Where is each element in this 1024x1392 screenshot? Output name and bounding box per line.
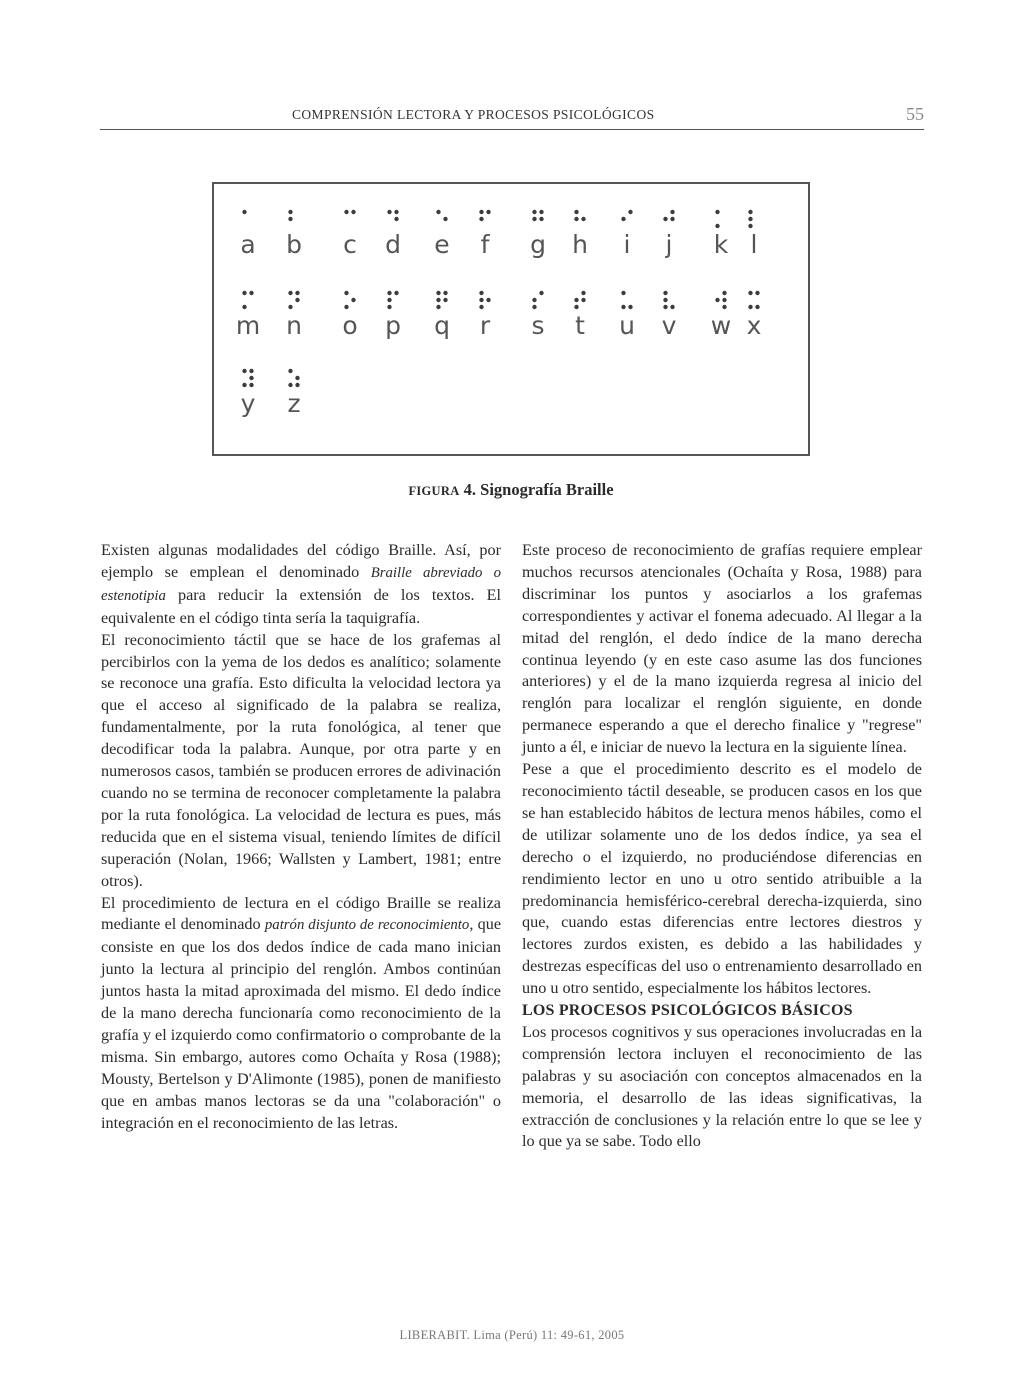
braille-dot bbox=[663, 305, 667, 309]
braille-cell-l bbox=[748, 210, 757, 259]
braille-dot bbox=[295, 298, 299, 302]
paragraph-text: para reducir la extensión de los textos. El equivalente en el código tinta sería la taquigrafía. bbox=[101, 585, 501, 627]
braille-dot bbox=[242, 369, 246, 373]
braille-dot bbox=[387, 298, 391, 302]
braille-dot bbox=[288, 217, 292, 221]
paragraph bbox=[101, 540, 501, 630]
braille-letter-c: c bbox=[343, 230, 357, 259]
braille-cell-j bbox=[663, 210, 674, 259]
braille-cell-b bbox=[286, 210, 302, 259]
braille-dot bbox=[288, 369, 292, 373]
braille-cell-o bbox=[342, 291, 357, 340]
paragraph-text: El procedimiento de lectura en el código Braille se realiza mediante el denominado bbox=[101, 893, 501, 934]
braille-dot bbox=[242, 383, 246, 387]
braille-cell-h bbox=[572, 210, 588, 259]
braille-letter-h: h bbox=[572, 230, 588, 259]
braille-dot bbox=[539, 291, 543, 295]
braille-dot bbox=[722, 291, 726, 295]
braille-cell-w bbox=[711, 291, 731, 340]
braille-letter-i: i bbox=[623, 230, 631, 259]
braille-letter-j: j bbox=[665, 230, 673, 259]
braille-dot bbox=[443, 291, 447, 295]
braille-dot bbox=[295, 376, 299, 380]
braille-cell-m bbox=[236, 291, 260, 340]
braille-dot bbox=[574, 210, 578, 214]
braille-dot bbox=[479, 217, 483, 221]
braille-dot bbox=[249, 291, 253, 295]
braille-cell-n bbox=[286, 291, 302, 340]
braille-cell-t bbox=[574, 291, 585, 340]
braille-dot bbox=[479, 291, 483, 295]
caption-label-text: FIGURA bbox=[408, 484, 460, 498]
braille-dot bbox=[387, 291, 391, 295]
paragraph-text: Existen algunas modalidades del código Braille. Así, por ejemplo se emplean el denominado bbox=[101, 541, 501, 581]
braille-dot bbox=[715, 210, 719, 214]
braille-dot bbox=[288, 291, 292, 295]
braille-cell-d bbox=[385, 210, 401, 259]
braille-dot bbox=[443, 217, 447, 221]
braille-dot bbox=[539, 210, 543, 214]
paragraph: Los procesos cognitivos y sus operaciones involucradas en la comprensión lectora incluyen el reconocimiento de las palabras y su asociación con conceptos almacenados en la memoria, el desarrollo de las ideas significativas, la extracción de conclusiones y la relación entre lo que se lee y lo que ya se sabe. Todo ello bbox=[522, 1022, 922, 1151]
braille-letter-g: g bbox=[530, 230, 546, 259]
braille-dot bbox=[574, 217, 578, 221]
braille-letter-x: x bbox=[746, 311, 762, 340]
braille-dot bbox=[249, 369, 253, 373]
italic-term: Braille abreviado o estenotipia bbox=[101, 564, 501, 604]
braille-dot bbox=[663, 217, 667, 221]
braille-dot bbox=[436, 298, 440, 302]
left-column bbox=[101, 540, 501, 1134]
braille-cell-g bbox=[530, 210, 546, 259]
braille-dot bbox=[755, 305, 759, 309]
braille-letter-d: d bbox=[385, 230, 401, 259]
braille-letter-f: f bbox=[480, 230, 490, 259]
braille-cell-i bbox=[621, 210, 632, 259]
braille-dot bbox=[249, 376, 253, 380]
braille-dot bbox=[755, 291, 759, 295]
braille-dot bbox=[532, 210, 536, 214]
braille-dot bbox=[479, 210, 483, 214]
braille-dot bbox=[539, 217, 543, 221]
braille-dot bbox=[394, 217, 398, 221]
section-heading: LOS PROCESOS PSICOLÓGICOS BÁSICOS bbox=[522, 1002, 853, 1020]
braille-dot bbox=[532, 298, 536, 302]
braille-dot bbox=[715, 224, 719, 228]
paragraph: Este proceso de reconocimiento de grafías requiere emplear muchos recursos atencionales (Ochaíta y Rosa, 1988) para discriminar los puntos y asociarlos a los grafemas correspondientes y activar el fonema adecuado. Al llegar a la mitad del renglón, el dedo índice de la mano derecha continua leyendo (y en este caso asume las dos funciones anteriores) y el de la mano izquierda regresa al inicio del renglón para localizar el renglón siguiente, en donde permanece esperando a que el derecho finalice y "regrese" junto a él, e iniciar de nuevo la lectura en la siguiente línea. bbox=[522, 541, 922, 757]
braille-cell-q bbox=[434, 291, 450, 340]
braille-dot bbox=[387, 305, 391, 309]
braille-cell-x bbox=[747, 291, 762, 340]
braille-dot bbox=[621, 291, 625, 295]
braille-dot bbox=[242, 291, 246, 295]
braille-cell-s bbox=[531, 291, 544, 340]
braille-letter-r: r bbox=[479, 311, 491, 340]
braille-cell-v bbox=[662, 291, 677, 340]
braille-letter-s: s bbox=[531, 311, 545, 340]
braille-dot bbox=[722, 305, 726, 309]
braille-letter-q: q bbox=[434, 311, 450, 340]
braille-dot bbox=[574, 305, 578, 309]
caption-label bbox=[408, 484, 459, 498]
braille-dot bbox=[288, 210, 292, 214]
paragraph: El reconocimiento táctil que se hace de los grafemas al percibirlos con la yema de los dedos es analítico; solamente se reconoce una grafía. Esto dificulta la velocidad lectora ya que el acceso al significado de la palabra se realiza, fundamentalmente, por la ruta fonológica, al tener que decodificar toda la palabra. Aunque, por otra parte y en numerosos casos, también se producen errores de adivinación cuando no se termina de reconocer completamente la palabra por la ruta fonológica. La velocidad de lectura es pues, más reducida que en el sistema visual, teniendo límites de difícil superación (Nolan, 1966; Wallsten y Lambert, 1981; entre otros). bbox=[101, 630, 501, 890]
braille-dot bbox=[249, 383, 253, 387]
braille-letter-k: k bbox=[713, 230, 729, 259]
braille-letter-w: w bbox=[710, 311, 732, 340]
caption-text: Signografía Braille bbox=[480, 480, 614, 499]
figure-caption bbox=[212, 480, 810, 500]
braille-dot bbox=[621, 217, 625, 221]
braille-dot bbox=[436, 210, 440, 214]
page-number: 55 bbox=[906, 104, 924, 124]
braille-cell-a bbox=[240, 210, 255, 259]
braille-dot bbox=[344, 210, 348, 214]
braille-dot bbox=[663, 298, 667, 302]
braille-dot bbox=[628, 210, 632, 214]
page-footer: LIBERABIT. Lima (Perú) 11: 49-61, 2005 bbox=[399, 1328, 625, 1342]
braille-dot bbox=[722, 298, 726, 302]
braille-dot bbox=[344, 291, 348, 295]
braille-dot bbox=[715, 298, 719, 302]
braille-letter-a: a bbox=[240, 230, 256, 259]
braille-dot bbox=[670, 217, 674, 221]
braille-cell-e bbox=[434, 210, 449, 259]
braille-dot bbox=[532, 217, 536, 221]
braille-dot bbox=[479, 305, 483, 309]
braille-letter-b: b bbox=[286, 230, 302, 259]
italic-term: patrón disjunto de reconocimiento bbox=[264, 917, 470, 934]
braille-dot bbox=[574, 298, 578, 302]
braille-dot bbox=[351, 210, 355, 214]
braille-dot bbox=[443, 298, 447, 302]
braille-dot bbox=[242, 305, 246, 309]
braille-figure bbox=[212, 182, 810, 456]
braille-dot bbox=[295, 291, 299, 295]
braille-dot bbox=[581, 291, 585, 295]
braille-chart bbox=[214, 184, 808, 454]
braille-letter-n: n bbox=[286, 311, 302, 340]
caption-number: 4. bbox=[463, 480, 477, 499]
braille-dot bbox=[581, 298, 585, 302]
braille-dot bbox=[295, 383, 299, 387]
braille-dot bbox=[479, 298, 483, 302]
braille-dot bbox=[288, 305, 292, 309]
braille-cell-c bbox=[343, 210, 357, 259]
braille-dot bbox=[351, 298, 355, 302]
braille-letter-y: y bbox=[240, 389, 256, 418]
braille-letter-m: m bbox=[235, 311, 261, 340]
right-column bbox=[522, 540, 922, 1153]
braille-dot bbox=[344, 305, 348, 309]
braille-dot bbox=[436, 291, 440, 295]
braille-dot bbox=[288, 383, 292, 387]
braille-dot bbox=[628, 305, 632, 309]
braille-letter-e: e bbox=[434, 230, 450, 259]
braille-dot bbox=[436, 305, 440, 309]
braille-dot bbox=[663, 291, 667, 295]
braille-cell-f bbox=[479, 210, 490, 259]
braille-letter-p: p bbox=[385, 311, 401, 340]
braille-cell-z bbox=[287, 369, 300, 418]
braille-cell-y bbox=[241, 369, 256, 418]
braille-cell-p bbox=[385, 291, 401, 340]
braille-dot bbox=[581, 217, 585, 221]
braille-cell-r bbox=[479, 291, 491, 340]
running-head bbox=[100, 105, 924, 130]
braille-dot bbox=[394, 291, 398, 295]
braille-dot bbox=[387, 210, 391, 214]
braille-cell-u bbox=[619, 291, 635, 340]
braille-dot bbox=[670, 305, 674, 309]
braille-dot bbox=[748, 224, 752, 228]
braille-dot bbox=[486, 210, 490, 214]
braille-dot bbox=[486, 298, 490, 302]
braille-letter-l: l bbox=[750, 230, 758, 259]
braille-dot bbox=[532, 305, 536, 309]
braille-dot bbox=[748, 217, 752, 221]
braille-letter-t: t bbox=[575, 311, 585, 340]
braille-dot bbox=[748, 305, 752, 309]
braille-letter-v: v bbox=[661, 311, 677, 340]
braille-letter-z: z bbox=[287, 389, 301, 418]
running-title: COMPRENSIÓN LECTORA Y PROCESOS PSICOLÓGICOS bbox=[292, 107, 655, 122]
braille-dot bbox=[242, 210, 246, 214]
paragraph: Pese a que el procedimiento descrito es el modelo de reconocimiento táctil deseable, se producen casos en los que se han establecido hábitos de lectura menos hábiles, como el de utilizar solamente uno de los dedos índice, ya sea el derecho o el izquierdo, no produciéndose diferencias en rendimiento lector en uno u otro sentido atribuible a la predominancia hemisférico-cerebral derecha-izquierda, sino que, cuando estas diferencias entre lectores diestros y lectores zurdos existen, es debido a las habilidades y destrezas específicas del uso o entrenamiento desarrollado en uno u otro sentido, especialmente los hábitos lectores. bbox=[522, 760, 922, 998]
braille-dot bbox=[748, 210, 752, 214]
braille-dot bbox=[670, 210, 674, 214]
paragraph bbox=[101, 893, 501, 1135]
braille-letter-u: u bbox=[619, 311, 635, 340]
braille-cell-k bbox=[714, 210, 729, 259]
paragraph-text: , que consiste en que los dos dedos índice de cada mano inician junto la lectura al principio del renglón. Ambos continúan juntos hasta la mitad aproximada del mismo. El dedo índice de la mano derecha funcionaría como reconocimiento de la grafía y el izquierdo como confirmatorio o comprobante de la misma. Sin embargo, autores como Ochaíta y Rosa (1988); Mousty, Bertelson y D'Alimonte (1985), ponen de manifiesto que en ambas manos lectoras se da una "colaboración" o integración en el reconocimiento de las letras. bbox=[101, 915, 502, 1132]
braille-dot bbox=[748, 291, 752, 295]
braille-dot bbox=[621, 305, 625, 309]
braille-letter-o: o bbox=[342, 311, 358, 340]
braille-dot bbox=[394, 210, 398, 214]
